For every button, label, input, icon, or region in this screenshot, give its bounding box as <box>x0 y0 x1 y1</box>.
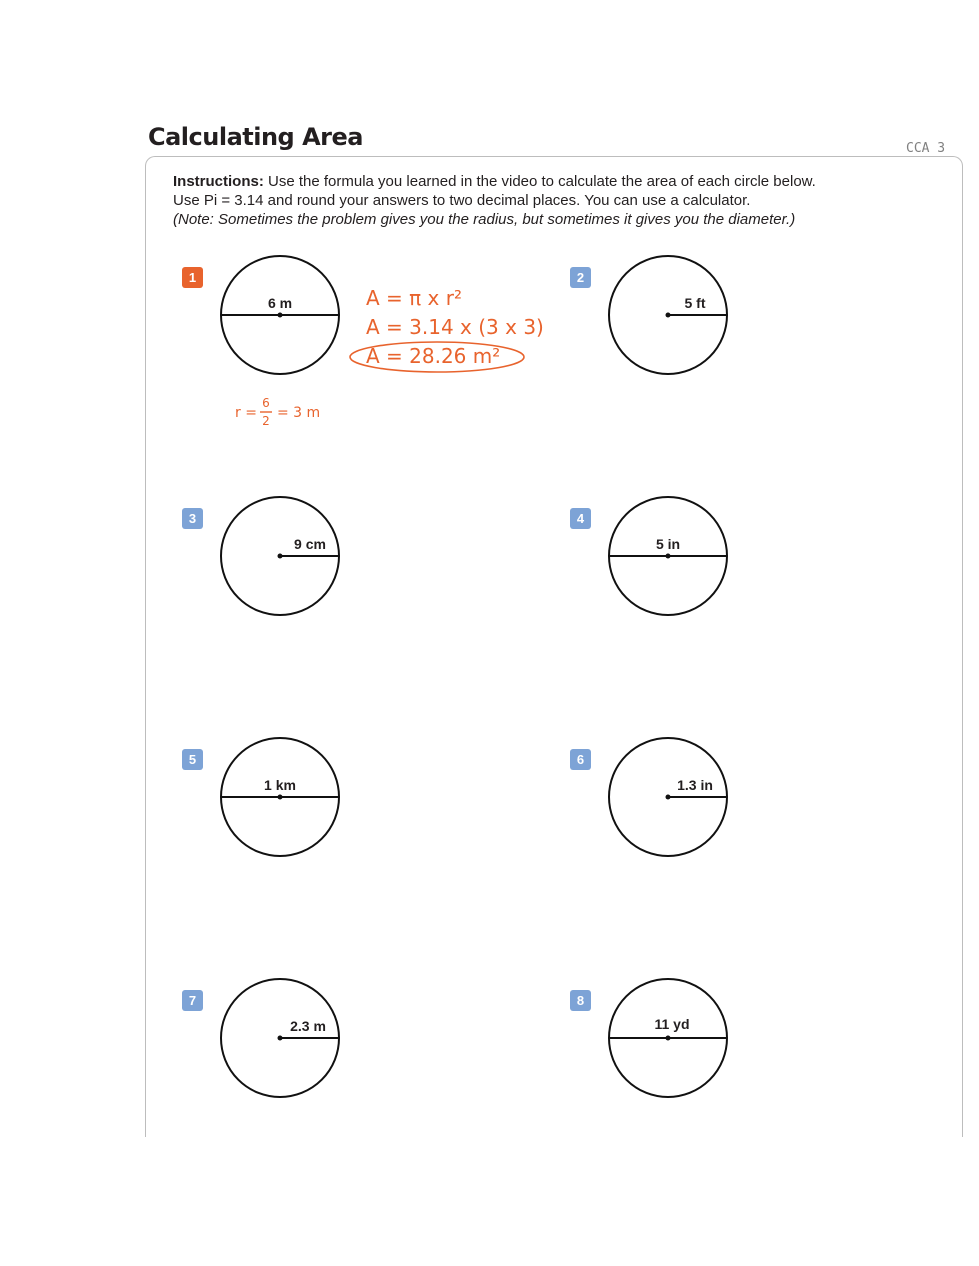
work-line-2: A = 3.14 x (3 x 3) <box>366 315 544 339</box>
radius-denominator: 2 <box>262 414 270 428</box>
instructions <box>173 172 933 229</box>
circle-diagram <box>219 736 343 860</box>
dimension-label: 6 m <box>267 295 293 311</box>
dimension-label: 5 in <box>655 536 681 552</box>
dimension-label: 9 cm <box>294 536 326 552</box>
problem-1 <box>182 267 332 397</box>
circle-diagram <box>219 254 343 378</box>
problem-number-badge: 4 <box>570 508 591 529</box>
radius-numerator: 6 <box>262 396 270 410</box>
problem-3 <box>182 508 332 638</box>
instructions-note: (Note: Sometimes the problem gives you the radius, but sometimes it gives you the diameter.) <box>173 211 796 228</box>
circle-diagram <box>607 977 731 1101</box>
dimension-label: 11 yd <box>654 1016 690 1032</box>
problem-number-badge: 5 <box>182 749 203 770</box>
circle-diagram <box>219 495 343 619</box>
problem-7 <box>182 990 332 1120</box>
worksheet-code: CCA 3 <box>906 141 946 156</box>
problem-4 <box>570 508 720 638</box>
problem-2 <box>570 267 720 397</box>
instructions-text: Use the formula you learned in the video to calculate the area of each circle below. <box>268 173 816 190</box>
work-line-3: A = 28.26 m² <box>366 344 501 368</box>
problem-number-badge: 1 <box>182 267 203 288</box>
problem-5 <box>182 749 332 879</box>
instructions-label: Instructions: <box>173 173 264 190</box>
circle-diagram <box>219 977 343 1101</box>
radius-note <box>232 393 352 433</box>
problem-number-badge: 6 <box>570 749 591 770</box>
worksheet-title: Calculating Area <box>148 123 363 151</box>
problem-8 <box>570 990 720 1120</box>
example-work <box>340 272 580 382</box>
work-line-1: A = π x r² <box>366 286 462 310</box>
problem-number-badge: 7 <box>182 990 203 1011</box>
problem-number-badge: 2 <box>570 267 591 288</box>
circle-diagram <box>607 495 731 619</box>
radius-result: = 3 m <box>277 405 321 421</box>
problem-number-badge: 3 <box>182 508 203 529</box>
dimension-label: 5 ft <box>684 295 706 311</box>
circle-diagram <box>607 254 731 378</box>
problem-number-badge: 8 <box>570 990 591 1011</box>
dimension-label: 2.3 m <box>290 1018 326 1034</box>
circle-diagram <box>607 736 731 860</box>
dimension-label: 1 km <box>264 777 296 793</box>
instructions-line2: Use Pi = 3.14 and round your answers to two decimal places. You can use a calculator. <box>173 192 751 209</box>
dimension-label: 1.3 in <box>677 777 713 793</box>
problem-6 <box>570 749 720 879</box>
radius-prefix: r = <box>235 405 257 421</box>
